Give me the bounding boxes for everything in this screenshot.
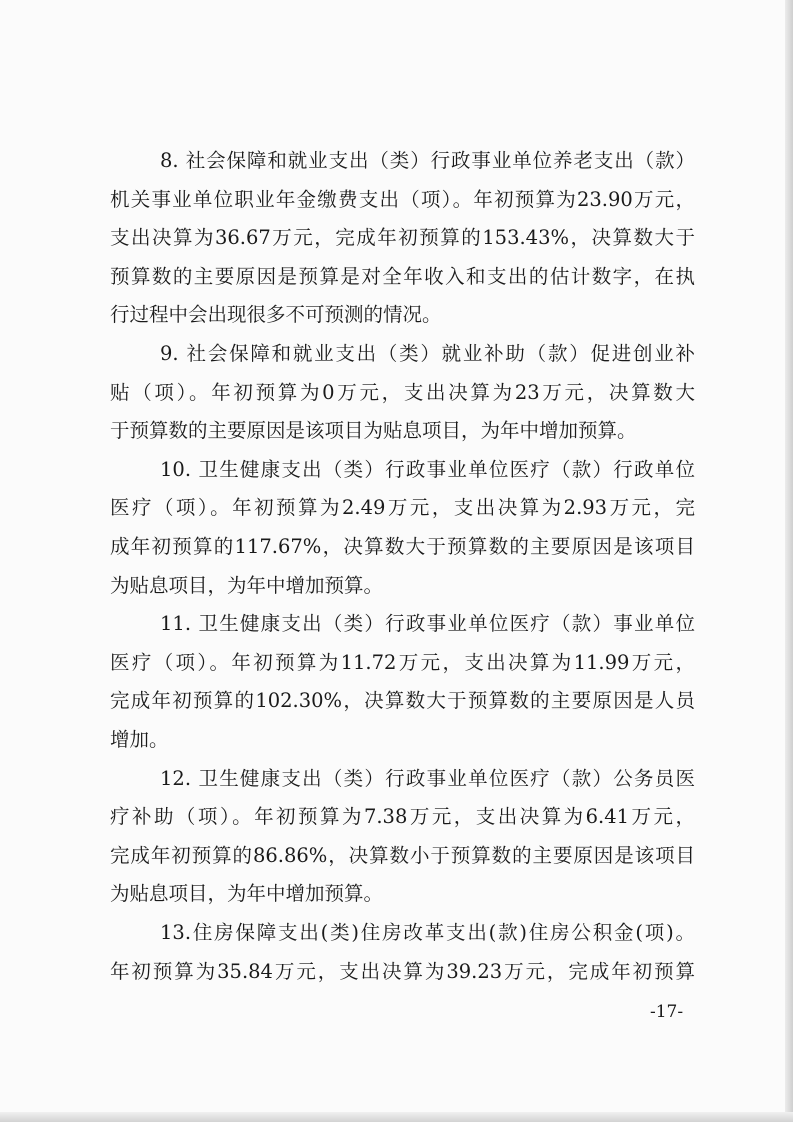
text-line: 机关事业单位职业年金缴费支出（项）。年初预算为23.90万元，: [110, 188, 695, 211]
text-line: 医疗（项）。年初预算为2.49万元，支出决算为2.93万元，完: [110, 496, 695, 519]
text-line: 年初预算为35.84万元，支出决算为39.23万元，完成年初预算: [110, 960, 695, 983]
text-line: 9. 社会保障和就业支出（类）就业补助（款）促进创业补: [160, 342, 695, 365]
text-line: 成年初预算的117.67%，决算数大于预算数的主要原因是该项目: [110, 535, 695, 558]
scan-shadow-bottom: [0, 1112, 793, 1122]
text-line: 13.住房保障支出(类)住房改革支出(款)住房公积金(项)。: [160, 921, 695, 944]
text-line: 8. 社会保障和就业支出（类）行政事业单位养老支出（款）: [160, 149, 695, 172]
text-line: 12. 卫生健康支出（类）行政事业单位医疗（款）公务员医: [160, 767, 695, 790]
text-line: 10. 卫生健康支出（类）行政事业单位医疗（款）行政单位: [160, 458, 695, 481]
text-line: 行过程中会出现很多不可预测的情况。: [110, 303, 442, 326]
text-line: 11. 卫生健康支出（类）行政事业单位医疗（款）事业单位: [160, 612, 695, 635]
scan-shadow-right: [785, 0, 793, 1122]
text-line: 为贴息项目，为年中增加预算。: [110, 574, 384, 597]
text-line: 于预算数的主要原因是该项目为贴息项目，为年中增加预算。: [110, 419, 637, 442]
text-line: 医疗（项）。年初预算为11.72万元，支出决算为11.99万元，: [110, 651, 695, 674]
text-line: 预算数的主要原因是预算是对全年收入和支出的估计数字，在执: [110, 265, 695, 288]
text-line: 完成年初预算的102.30%，决算数大于预算数的主要原因是人员: [110, 689, 695, 712]
text-line: 增加。: [110, 728, 169, 751]
text-line: 支出决算为36.67万元，完成年初预算的153.43%，决算数大于: [110, 226, 695, 249]
text-line: 疗补助（项）。年初预算为7.38万元，支出决算为6.41万元，: [110, 805, 695, 828]
text-line: 完成年初预算的86.86%，决算数小于预算数的主要原因是该项目: [110, 844, 695, 867]
text-line: 贴（项）。年初预算为0万元，支出决算为23万元，决算数大: [110, 381, 695, 404]
page-number: -17-: [650, 1002, 684, 1022]
text-line: 为贴息项目，为年中增加预算。: [110, 882, 384, 905]
